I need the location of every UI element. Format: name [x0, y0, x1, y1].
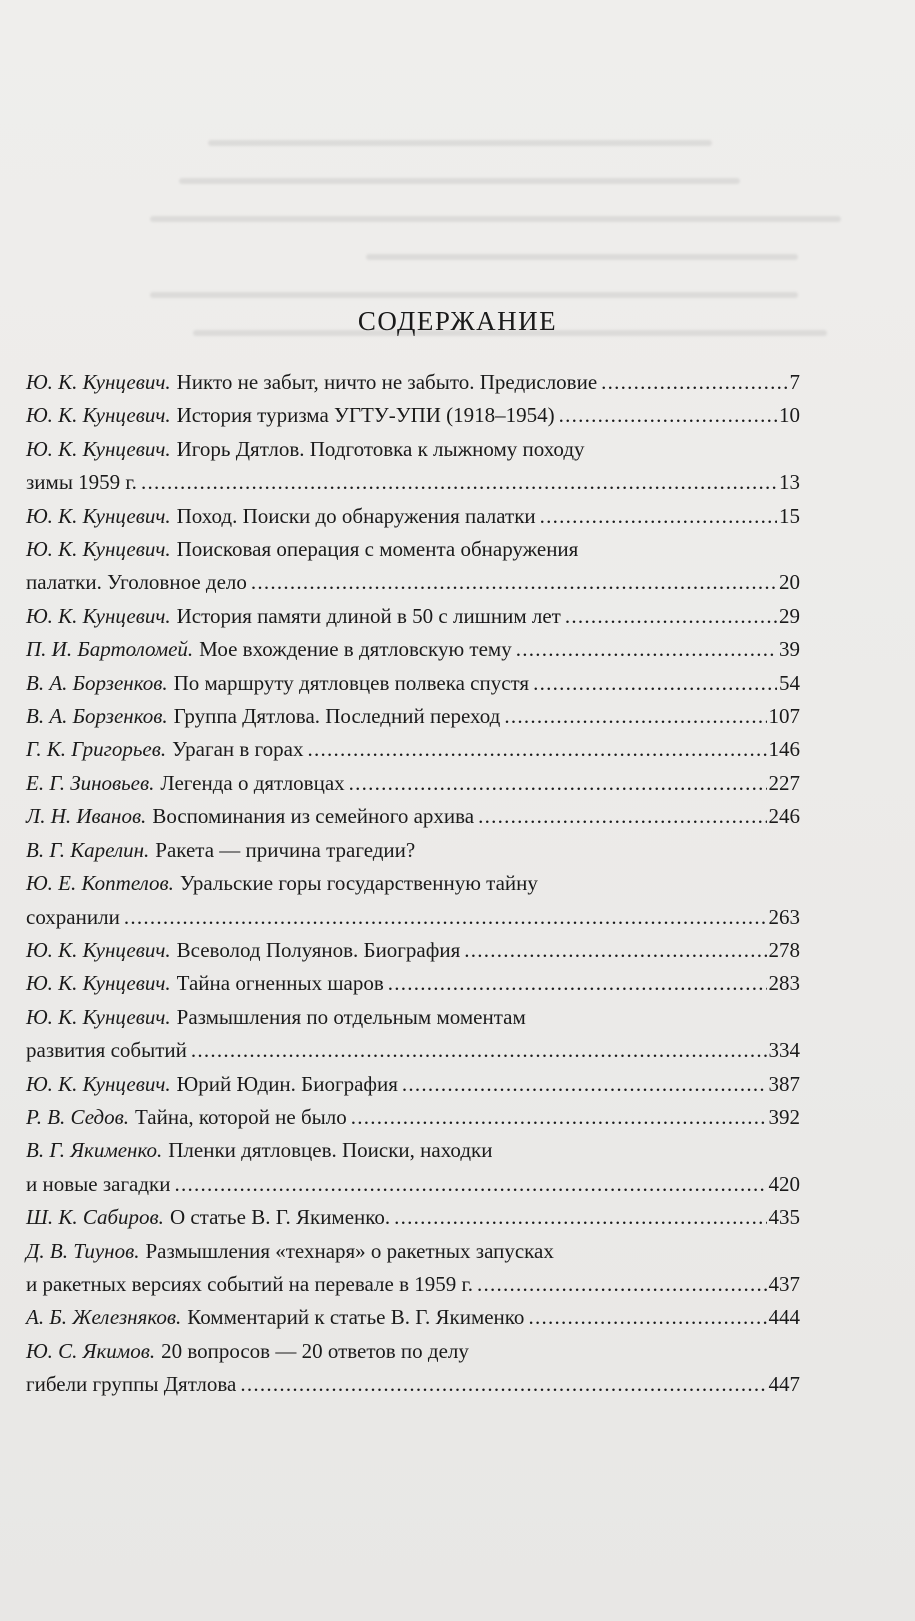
toc-entry-author: В. А. Борзенков. — [26, 704, 168, 729]
toc-entry-page-number: 392 — [768, 1104, 800, 1129]
toc-entry-title: Игорь Дятлов. Подготовка к лыжному походу — [176, 436, 585, 461]
toc-entry[interactable] — [26, 1235, 800, 1302]
toc-entry-author: Ю. К. Кунцевич. — [26, 436, 171, 461]
toc-entry[interactable] — [26, 667, 800, 700]
toc-entry-line — [26, 867, 800, 900]
dot-leader — [141, 466, 777, 499]
toc-entry-author: Ю. К. Кунцевич. — [26, 403, 171, 428]
toc-entry-title-continued: развития событий — [26, 1038, 187, 1063]
toc-entry[interactable] — [26, 800, 800, 833]
toc-entry-author: Ю. Е. Коптелов. — [26, 871, 174, 896]
toc-entry-title: Группа Дятлова. Последний переход — [173, 704, 501, 729]
toc-entry[interactable] — [26, 1134, 800, 1201]
toc-entry-page-number: 10 — [779, 403, 800, 428]
page-title: СОДЕРЖАНИЕ — [357, 306, 558, 336]
toc-entry[interactable] — [26, 633, 800, 666]
toc-entry-author: П. И. Бартоломей. — [26, 637, 194, 662]
toc-entry-author: Р. В. Седов. — [26, 1104, 129, 1129]
toc-entry-title-continued: сохранили — [26, 904, 120, 929]
toc-entry-page-number: 146 — [768, 737, 800, 762]
toc-entry-author: Д. В. Тиунов. — [26, 1238, 140, 1263]
toc-entry-line — [26, 1001, 800, 1034]
toc-entry-title: Мое вхождение в дятловскую тему — [199, 637, 512, 662]
toc-entry-line — [26, 533, 800, 566]
toc-entry-author: Ю. К. Кунцевич. — [26, 503, 171, 528]
toc-entry-author: Ю. К. Кунцевич. — [26, 1004, 171, 1029]
toc-entry-line — [26, 1201, 800, 1234]
toc-entry[interactable] — [26, 433, 800, 500]
toc-entry[interactable] — [26, 934, 800, 967]
toc-entry-author: Ш. К. Сабиров. — [26, 1205, 164, 1230]
toc-entry-title-continued: и новые загадки — [26, 1171, 171, 1196]
dot-leader — [478, 800, 766, 833]
toc-entry-page-number: 13 — [779, 470, 800, 495]
toc-entry-author: Ю. К. Кунцевич. — [26, 370, 171, 394]
toc-entry-title: Уральские горы государственную тайну — [179, 871, 538, 896]
toc-entry-author: Ю. К. Кунцевич. — [26, 937, 171, 962]
toc-entry-title: Поход. Поиски до обнаружения палатки — [176, 503, 536, 528]
toc-entry-page-number: 39 — [779, 637, 800, 662]
toc-entry-page-number: 387 — [768, 1071, 800, 1096]
dot-leader — [394, 1201, 766, 1234]
toc-entry-line — [26, 566, 800, 599]
toc-entry-line — [26, 399, 800, 432]
toc-entry-line — [26, 433, 800, 466]
toc-entry-line — [26, 834, 800, 867]
toc-entry[interactable] — [26, 1335, 800, 1402]
toc-entry[interactable] — [26, 1068, 800, 1101]
toc-entry[interactable] — [26, 1101, 800, 1134]
toc-entry[interactable] — [26, 1001, 800, 1068]
toc-entry-title: История туризма УГТУ-УПИ (1918–1954) — [176, 403, 555, 428]
dot-leader — [351, 1101, 767, 1134]
toc-entry-author: В. А. Борзенков. — [26, 670, 168, 695]
dot-leader — [504, 700, 766, 733]
toc-entry-title: Воспоминания из семейного архива — [152, 804, 475, 829]
toc-entry-line — [26, 733, 800, 766]
toc-entry[interactable] — [26, 500, 800, 533]
toc-entry-line — [26, 1101, 800, 1134]
toc-entry-author: Е. Г. Зиновьев. — [26, 770, 155, 795]
dot-leader — [540, 500, 777, 533]
toc-entry-title: Ракета — причина трагедии? — [155, 837, 416, 862]
toc-entry-page-number: 227 — [768, 770, 800, 795]
dot-leader — [559, 399, 777, 432]
toc-entry-title: Юрий Юдин. Биография — [176, 1071, 398, 1096]
dot-leader — [124, 901, 767, 934]
toc-entry-line — [26, 633, 800, 666]
dot-leader — [565, 600, 777, 633]
dot-leader — [464, 934, 766, 967]
toc-entry-author: В. Г. Якименко. — [26, 1138, 163, 1163]
toc-entry-page-number: 334 — [768, 1038, 800, 1063]
toc-entry-page-number: 246 — [768, 804, 800, 829]
toc-entry-line — [26, 1335, 800, 1368]
toc-entry-title: Пленки дятловцев. Поиски, находки — [168, 1138, 493, 1163]
toc-entry-page-number: 437 — [768, 1271, 800, 1296]
toc-entry-title: Всеволод Полуянов. Биография — [176, 937, 461, 962]
toc-entry-line — [26, 1134, 800, 1167]
toc-entry-line — [26, 901, 800, 934]
toc-entry-title: 20 вопросов — 20 ответов по делу — [161, 1338, 469, 1363]
toc-entry-page-number: 283 — [768, 971, 800, 996]
toc-entry-page-number: 435 — [768, 1205, 800, 1230]
toc-entry-page-number: 444 — [768, 1305, 800, 1330]
toc-entry-page-number: 7 — [789, 370, 800, 394]
toc-entry-page-number: 54 — [779, 670, 800, 695]
toc-entry-line — [26, 667, 800, 700]
toc-entry-title-continued: зимы 1959 г. — [26, 470, 137, 495]
dot-leader — [516, 633, 777, 666]
toc-entry-title-continued: и ракетных версиях событий на перевале в 1959 г. — [26, 1271, 473, 1296]
toc-entry-line — [26, 800, 800, 833]
toc-entry-author: Ю. К. Кунцевич. — [26, 1071, 171, 1096]
toc-entry-title-continued: гибели группы Дятлова — [26, 1372, 237, 1397]
toc-entry-title-continued: палатки. Уголовное дело — [26, 570, 247, 595]
toc-entry-title: О статье В. Г. Якименко. — [169, 1205, 391, 1230]
toc-entry-line — [26, 1068, 800, 1101]
toc-entry-title: История памяти длиной в 50 с лишним лет — [176, 603, 561, 628]
toc-entry-line — [26, 1268, 800, 1301]
toc-entry-line — [26, 1368, 800, 1401]
toc-entry-line — [26, 1034, 800, 1067]
dot-leader — [191, 1034, 767, 1067]
dot-leader — [533, 667, 777, 700]
toc-entry-page-number: 15 — [779, 503, 800, 528]
toc-entry-line — [26, 967, 800, 1000]
toc-entry-line — [26, 1235, 800, 1268]
toc-entry-title: Никто не забыт, ничто не забыто. Предисловие — [176, 370, 598, 394]
toc-entry-page-number: 420 — [768, 1171, 800, 1196]
toc-entry-author: Ю. К. Кунцевич. — [26, 537, 171, 562]
bleed-through-text — [150, 140, 870, 380]
toc-entry-title: Ураган в горах — [172, 737, 304, 762]
toc-entry-page-number: 278 — [768, 937, 800, 962]
toc-entry-title: Размышления «технаря» о ракетных запусках — [145, 1238, 554, 1263]
toc-entry-line — [26, 767, 800, 800]
toc-entry-author: В. Г. Карелин. — [26, 837, 150, 862]
toc-entry[interactable] — [26, 399, 800, 432]
toc-entry-author: Ю. С. Якимов. — [26, 1338, 156, 1363]
toc-entry-line — [26, 366, 800, 399]
toc-entry-line — [26, 500, 800, 533]
toc-entry[interactable] — [26, 366, 800, 399]
toc-entry-title: Легенда о дятловцах — [160, 770, 345, 795]
dot-leader — [402, 1068, 767, 1101]
dot-leader — [388, 967, 767, 1000]
toc-entry-title: Размышления по отдельным моментам — [176, 1004, 526, 1029]
toc-entry-author: А. Б. Железняков. — [26, 1305, 182, 1330]
toc-entry-title: Комментарий к статье В. Г. Якименко — [187, 1305, 525, 1330]
toc-entry[interactable] — [26, 967, 800, 1000]
toc-entry-line — [26, 1168, 800, 1201]
toc-entry-author: Г. К. Григорьев. — [26, 737, 167, 762]
toc-entry-title: По маршруту дятловцев полвека спустя — [173, 670, 530, 695]
toc-entry-title: Тайна, которой не было — [135, 1104, 347, 1129]
toc-entry-page-number: 20 — [779, 570, 800, 595]
toc-entry-line — [26, 700, 800, 733]
toc-entry-title: Поисковая операция с момента обнаружения — [176, 537, 579, 562]
toc-entry-page-number: 29 — [779, 603, 800, 628]
toc-entry[interactable] — [26, 700, 800, 733]
toc-entry-line — [26, 1301, 800, 1334]
toc-entry[interactable] — [26, 867, 800, 934]
toc-entry-page-number: 107 — [768, 704, 800, 729]
table-of-contents — [26, 366, 800, 1402]
toc-entry[interactable] — [26, 600, 800, 633]
dot-leader — [477, 1268, 767, 1301]
dot-leader — [349, 767, 767, 800]
toc-entry-author: Л. Н. Иванов. — [26, 804, 147, 829]
toc-entry-author: Ю. К. Кунцевич. — [26, 603, 171, 628]
dot-leader — [601, 366, 787, 399]
toc-entry[interactable] — [26, 1301, 800, 1334]
toc-entry[interactable] — [26, 733, 800, 766]
toc-entry-line — [26, 466, 800, 499]
toc-entry[interactable] — [26, 834, 800, 867]
toc-entry[interactable] — [26, 767, 800, 800]
toc-entry-title: Тайна огненных шаров — [176, 971, 384, 996]
dot-leader — [528, 1301, 766, 1334]
dot-leader — [175, 1168, 767, 1201]
toc-entry[interactable] — [26, 1201, 800, 1234]
toc-entry-page-number: 447 — [768, 1372, 800, 1397]
dot-leader — [240, 1368, 766, 1401]
toc-entry-page-number: 263 — [768, 904, 800, 929]
toc-entry-author: Ю. К. Кунцевич. — [26, 971, 171, 996]
toc-entry-line — [26, 934, 800, 967]
dot-leader — [307, 733, 766, 766]
toc-entry[interactable] — [26, 533, 800, 600]
toc-entry-line — [26, 600, 800, 633]
dot-leader — [251, 566, 777, 599]
